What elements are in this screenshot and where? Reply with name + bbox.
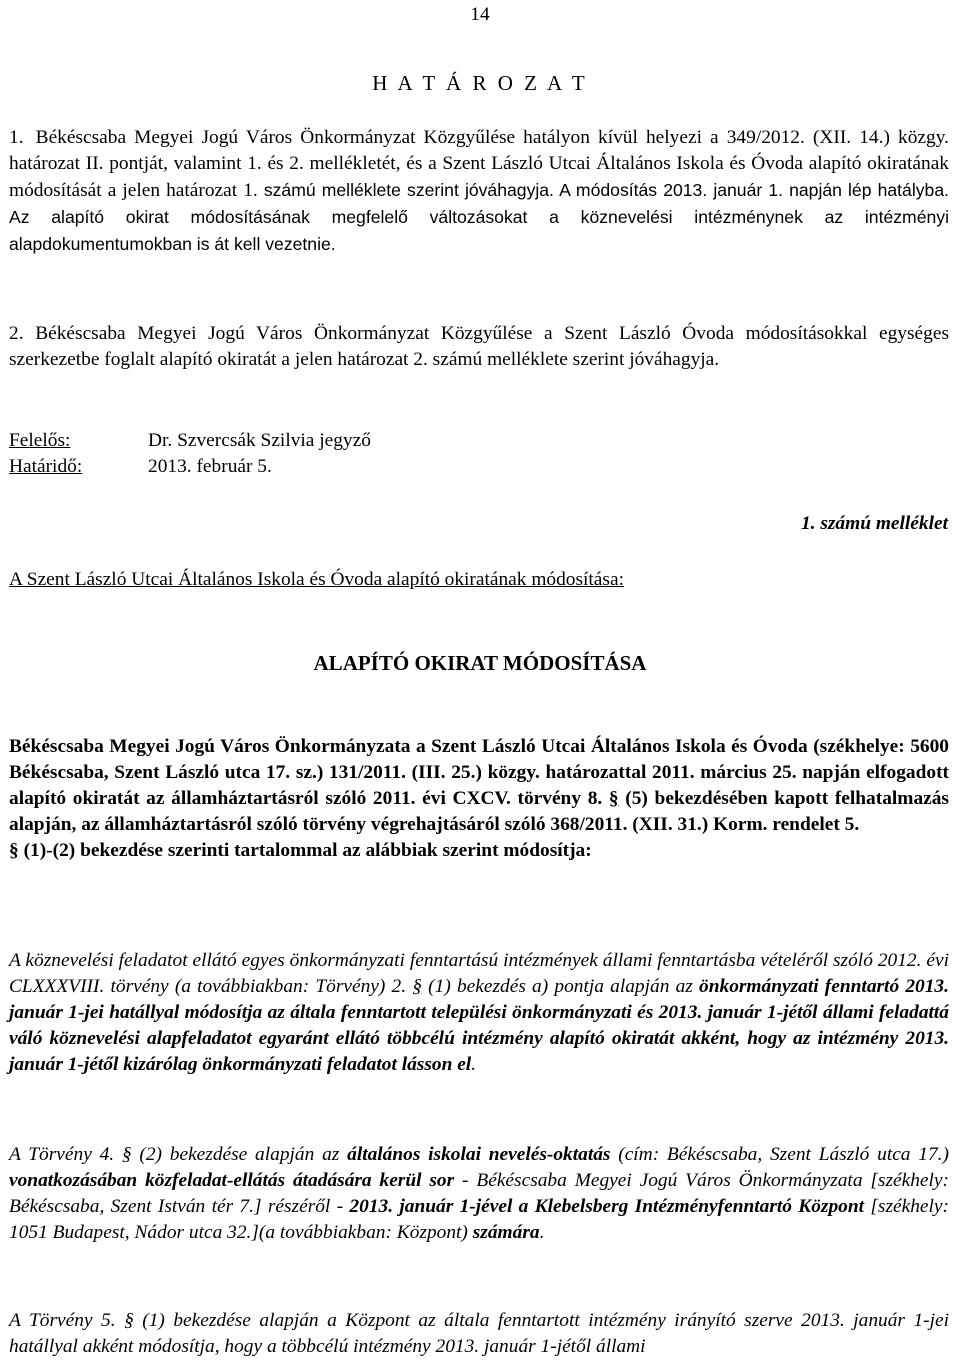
section-sign: § — [412, 976, 422, 997]
deadline-row — [9, 454, 371, 480]
paragraph-text: A Törvény 4. — [9, 1144, 115, 1165]
law-paragraph-3 — [9, 1308, 949, 1360]
point-text-continued: számú melléklete szerint jóváhagyja. A módosítás 2013. január 1. napján lép hatályba. — [263, 180, 949, 200]
law-paragraph-1 — [9, 948, 949, 1078]
paragraph-text: . — [471, 1054, 477, 1075]
paragraph-text: - Békéscsaba Megyei Jogú Város Önkormányzata [székhely: Békéscsaba, Szent István tér 7.] részéről - — [9, 1170, 949, 1217]
paragraph-text: (1) bekezdése alapján a Központ az általa fenntartott intézmény irányító szerve 2013. január 1-jei hatállyal akként módosítja, hogy a többcélú intézmény 2013. január 1-jétől állami — [9, 1310, 949, 1357]
paragraph-emphasis: 2013. január 1-jével a Klebelsberg Intézményfenntartó Központ — [349, 1196, 865, 1217]
document-title: ALAPÍTÓ OKIRAT MÓDOSÍTÁSA — [313, 651, 647, 675]
section-sign: § — [121, 1144, 132, 1165]
preamble-text: (1)-(2) bekezdése szerinti tartalommal az alábbiak szerint módosítja: — [23, 840, 592, 861]
deadline-label: Határidő: — [9, 456, 83, 477]
responsible-label: Felelős: — [9, 430, 71, 451]
resolution-title: H A T Á R O Z A T — [372, 71, 588, 95]
preamble-text: (5) bekezdésében kapott felhatalmazás alapján, az államháztartásról szóló törvény végrehajtásáról szóló 368/2011. (XII. 31.) Korm. rendelet 5. — [9, 788, 949, 835]
resolution-point-1 — [9, 125, 949, 258]
preamble-paragraph — [9, 734, 949, 864]
preamble-text: Békéscsaba Megyei Jogú Város Önkormányzata a Szent László Utcai Általános Iskola és Óvoda (székhelye: 5600 Békéscsaba, Szent László utca 17. sz.) 131/2011. (III. 25.) közgy. határozattal 2011. március 25. napján elfogadott alapító okiratát az államháztartásról szóló 2011. évi CXCV. törvény 8. — [9, 736, 949, 809]
paragraph-text: (cím: Békéscsaba, Szent László utca 17.) — [618, 1144, 949, 1165]
responsible-value: Dr. Szvercsák Szilvia jegyző — [148, 430, 371, 451]
paragraph-emphasis: önkormányzati fenntartó 2013. január 1-jei hatállyal módosítja az általa fenntartott települési önkormányzati és 2013. január 1-jétől állami feladattá váló köznevelési alapfeladatot egyaránt ellátó többcélú intézmény alapító okiratát akként, hogy az intézmény 2013. január 1-jétől kizárólag önkormányzati feladatot lásson el — [9, 976, 949, 1075]
responsibility-block — [9, 428, 371, 480]
point-text: Békéscsaba Megyei Jogú Város Önkormányzat Közgyűlése hatályon kívül helyezi a 349/2012. (XII. 14.) közgy. határozat II. pontját, valamint 1. és 2. mellékletét, és a Szent László Utcai Általános Iskola és Óvoda alapító okiratának módosítását a jelen határozat 1. — [9, 127, 949, 201]
resolution-point-2 — [9, 321, 949, 373]
section-sign: § — [124, 1310, 134, 1331]
paragraph-text: A köznevelési feladatot ellátó egyes önkormányzati fenntartású intézmények állami fenntartásba vételéről szóló 2012. évi CLXXXVIII. törvény (a továbbiakban: Törvény) 2. — [9, 950, 949, 997]
paragraph-emphasis: általános iskolai nevelés-oktatás — [347, 1144, 611, 1165]
point-text: Békéscsaba Megyei Jogú Város Önkormányzat Közgyűlése a Szent László Óvoda módosításokkal egységes szerkezetbe foglalt alapító okiratát a jelen határozat 2. számú melléklete szerint jóváhagyja. — [9, 323, 949, 370]
annex-label: 1. számú melléklet — [800, 513, 948, 534]
paragraph-text: (1) bekezdés a) pontja alapján az — [428, 976, 693, 997]
paragraph-text: A Törvény 5. — [9, 1310, 116, 1331]
paragraph-text: . — [539, 1222, 545, 1243]
point-number: 2. — [9, 323, 24, 344]
modification-heading: A Szent László Utcai Általános Iskola és Óvoda alapító okiratának módosítása: — [9, 569, 624, 590]
paragraph-emphasis: vonatkozásában közfeladat-ellátás átadására kerül sor — [9, 1170, 455, 1191]
paragraph-text: (2) bekezdése alapján az — [139, 1144, 340, 1165]
point-text-note: Az alapító okirat módosításának megfelelő változásokat a köznevelési intézménynek az intézményi alapdokumentumokban is át kell vezetnie. — [9, 207, 949, 254]
section-sign: § — [608, 788, 619, 809]
paragraph-text: [székhely: 1051 Budapest, Nádor utca 32.](a továbbiakban: Központ) — [9, 1196, 949, 1243]
deadline-value: 2013. február 5. — [148, 456, 272, 477]
paragraph-emphasis: számára — [472, 1222, 540, 1243]
point-number: 1. — [9, 127, 24, 148]
page-number: 14 — [470, 4, 490, 25]
responsible-row — [9, 428, 371, 454]
law-paragraph-2 — [9, 1142, 949, 1246]
section-sign: § — [9, 840, 19, 861]
